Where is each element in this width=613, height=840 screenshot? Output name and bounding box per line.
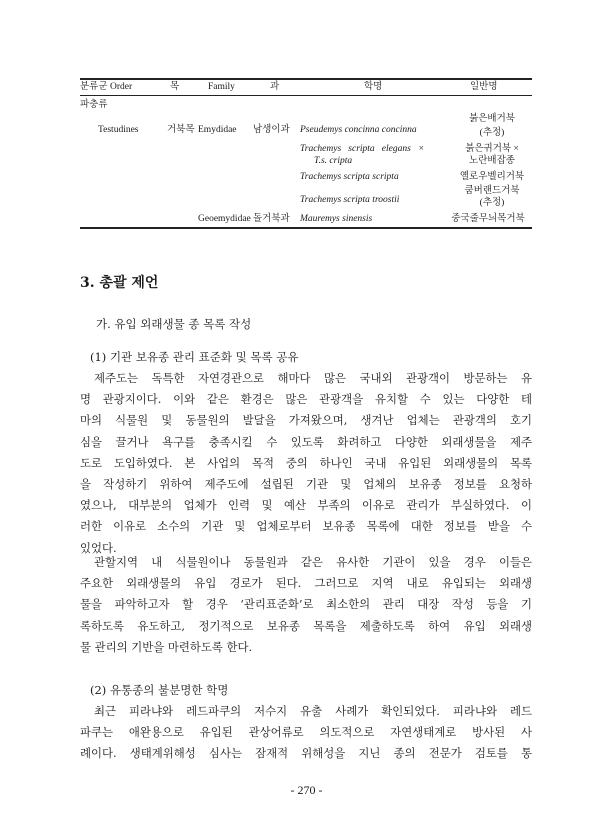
text-line: 록하도록 유도하고, 정기적으로 보유종 목록을 제출하도록 하여 유입 외래생 <box>80 618 532 633</box>
subsection-title: 가. 유입 외래생물 종 목록 작성 <box>96 317 252 331</box>
text-line: 파쿠는 애완용으로 유입된 관상어류로 의도적으로 자연생태계로 방사된 사 <box>80 725 532 740</box>
common-name-note: (추정) <box>479 128 505 138</box>
paragraph-2 <box>80 552 532 658</box>
text-line: 러한 이유로 소수의 기관 및 업체로부터 보유종 목록에 대한 정보를 받을 수 <box>80 519 532 534</box>
family-name: Emydidae <box>198 125 237 135</box>
common-name: 쿰버랜드거북 <box>464 186 520 196</box>
section-title: 3. 총괄 제언 <box>80 275 159 291</box>
text-line: 명 관광지이다. 이와 같은 환경은 많은 관광객을 유치할 수 있는 다양한 테 <box>80 392 532 407</box>
text-line: 물 관리의 기반을 마련하도록 한다. <box>80 639 253 654</box>
text-line: 물을 파악하고자 할 경우 ‘관리표준화’로 최소한의 관리 대장 작성 등을 기 <box>80 597 532 612</box>
text-line: 제주도는 독특한 자연경관으로 해마다 많은 국내외 관광객이 방문하는 유 <box>94 371 532 385</box>
scientific-name: Trachemys scripta elegans × <box>300 144 425 154</box>
scientific-name: Trachemys scripta scripta <box>300 172 399 182</box>
text-line: 례이다. 생태계위해성 심사는 잠재적 위해성을 지닌 종의 전문가 검토를 통 <box>80 746 532 761</box>
item2-title: (2) 유통종의 불분명한 학명 <box>90 683 229 697</box>
family-name-kr: 돌거북과 <box>253 214 290 224</box>
paragraph-1 <box>80 368 532 559</box>
header-family-kr: 과 <box>270 82 280 92</box>
common-name: 붉은배거북 <box>469 114 515 124</box>
header-family: Family <box>208 82 235 92</box>
paragraph-3 <box>80 701 532 765</box>
common-name: 옐로우벨리거북 <box>459 172 525 182</box>
scientific-name: Pseudemys concinna concinna <box>300 125 417 135</box>
common-name: 중국줄무늬목거북 <box>451 214 525 224</box>
text-line: 최근 피라냐와 레드파쿠의 저수지 유출 사례가 확인되었다. 피라냐와 레드 <box>94 704 532 718</box>
order-name-kr: 거북목 <box>167 125 195 135</box>
item1-title: (1) 기관 보유종 관리 표준화 및 목록 공유 <box>90 350 299 364</box>
scientific-name: Trachemys scripta troostii <box>300 195 400 205</box>
common-name-note: (추정) <box>479 198 505 208</box>
text-line: 였으나, 대부분의 업체가 인력 및 예산 부족의 이유로 관리가 부실하였다. 이 <box>80 498 532 513</box>
text-line: 심을 끌거나 욕구를 충족시킬 수 있도록 화려하고 다양한 외래생물을 제주 <box>80 434 532 449</box>
table-bottom-rule <box>80 227 532 229</box>
header-scientific-name: 학명 <box>364 82 383 92</box>
family-name-kr: 남생이과 <box>253 125 290 135</box>
scientific-name-line2: T.s. cripta <box>314 156 353 166</box>
header-common-name: 일반명 <box>470 82 498 92</box>
common-name: 붉은귀거북 × <box>465 144 519 154</box>
text-line: 관할지역 내 식물원이나 동물원과 같은 유사한 기관이 있을 경우 이들은 <box>94 555 532 569</box>
header-taxon: 분류군 <box>80 82 108 92</box>
common-name-line2: 노란배잡종 <box>469 156 515 166</box>
header-order-kr: 목 <box>170 82 180 92</box>
table-top-rule <box>80 78 532 80</box>
species-table <box>80 78 532 228</box>
family-name: Geoemydidae <box>198 214 251 224</box>
table-header-rule <box>80 95 532 96</box>
text-line: 마의 식물원 및 동물원의 발달을 가져왔으며, 생겨난 업체는 관광객의 호기 <box>80 413 532 428</box>
text-line: 을 작성하기 위하여 제주도에 설립된 기관 및 업체의 보유종 정보를 요청하 <box>80 476 532 491</box>
text-line: 있었다. <box>80 540 117 555</box>
page-number: - 270 - <box>290 783 323 797</box>
header-order: Order <box>110 82 133 92</box>
text-line: 주요한 외래생물의 유입 경로가 된다. 그러므로 지역 내로 유입되는 외래생 <box>80 576 532 591</box>
text-line: 도로 도입하였다. 본 사업의 목적 중의 하나인 국내 유입된 외래생물의 목록 <box>80 455 532 470</box>
order-name: Testudines <box>98 125 139 135</box>
scientific-name: Mauremys sinensis <box>300 214 373 224</box>
group-label: 파충류 <box>80 100 108 110</box>
